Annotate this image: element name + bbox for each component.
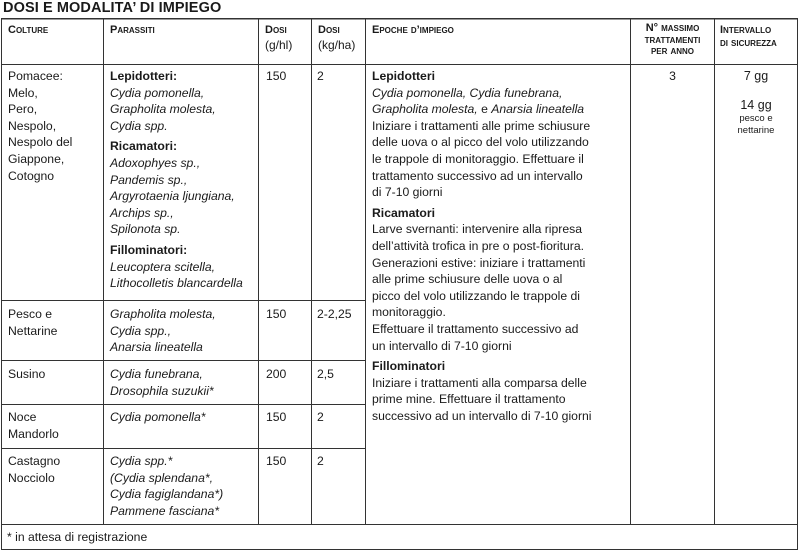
footnote: * in attesa di registrazione <box>7 530 148 544</box>
row-susino-parassiti: Cydia funebrana, Drosophila suzukii* <box>110 367 214 398</box>
row-pomacee-colture: Pomacee: Melo, Pero, Nespolo, Nespolo del Giappone, Cotogno <box>8 69 73 183</box>
row-pomacee-dose-kgha: 2 <box>317 69 324 83</box>
header-num-trattamenti: N° massimo trattamenti per anno <box>644 22 701 57</box>
page-title: DOSI E MODALITA’ DI IMPIEGO <box>3 0 222 16</box>
header-dosi-gl: Dosi (g/hl) <box>265 24 293 52</box>
header-epoche: Epoche d’impiego <box>372 24 454 36</box>
row-susino-dose-gl: 200 <box>266 367 287 381</box>
row-castagno-parassiti: Cydia spp.* (Cydia splendana*, Cydia fagiglandana*) Pammene fasciana* <box>110 454 224 518</box>
intervallo-values: 7 gg 14 gg pesco e nettarine <box>737 69 775 137</box>
header-dosi-kgha: Dosi (kg/ha) <box>318 24 356 52</box>
row-susino-colture: Susino <box>8 367 46 381</box>
row-noce-dose-kgha: 2 <box>317 410 324 424</box>
row-pesco-dose-kgha: 2-2,25 <box>317 307 352 321</box>
row-castagno-dose-gl: 150 <box>266 454 287 468</box>
header-colture: Colture <box>8 24 49 36</box>
row-castagno-colture: Castagno Nocciolo <box>8 454 61 485</box>
row-pesco-colture: Pesco e Nettarine <box>8 307 58 338</box>
epoche-text: Lepidotteri Cydia pomonella, Cydia funebrana, Grapholita molesta, e Anarsia lineatella Iniziare i trattamenti alle prime schiusure delle uova o al picco del volo utilizzando le trappole di monitoraggio. Effettuare il trattamento successivo ad un intervallo di 7-10 giorni Ricamatori Larve svernanti: intervenire alla ripresa dell’attività trofica in pre o post-fioritura. Generazioni estive: iniziare i trattamenti alle prime schiusure delle uova o al picco del volo utilizzando le trappole di monitoraggio. Effettuare il trattamento successivo ad un intervallo di 7-10 giorni Fillominatori Iniziare i trattamenti alla comparsa delle prime mine. Effettuare il trattamento successivo ad un intervallo di 7-10 giorni <box>372 69 592 423</box>
row-pomacee-parassiti: Lepidotteri: Cydia pomonella, Grapholita molesta, Cydia spp. Ricamatori: Adoxophyes sp., Pandemis sp., Argyrotaenia ljungiana, Archips sp., Spilonota sp. Fillominatori: Leucoptera scitella, Lithocolletis blancardella <box>110 69 243 291</box>
row-pesco-dose-gl: 150 <box>266 307 287 321</box>
row-noce-colture: Noce Mandorlo <box>8 410 59 441</box>
row-pesco-parassiti: Grapholita molesta, Cydia spp., Anarsia lineatella <box>110 307 216 355</box>
row-noce-parassiti: Cydia pomonella* <box>110 410 206 424</box>
row-castagno-dose-kgha: 2 <box>317 454 324 468</box>
row-noce-dose-gl: 150 <box>266 410 287 424</box>
row-susino-dose-kgha: 2,5 <box>317 367 334 381</box>
header-intervallo: Intervallo di sicurezza <box>720 24 777 49</box>
header-parassiti: Parassiti <box>110 24 155 36</box>
row-pomacee-dose-gl: 150 <box>266 69 287 83</box>
num-trattamenti-value: 3 <box>669 69 676 83</box>
